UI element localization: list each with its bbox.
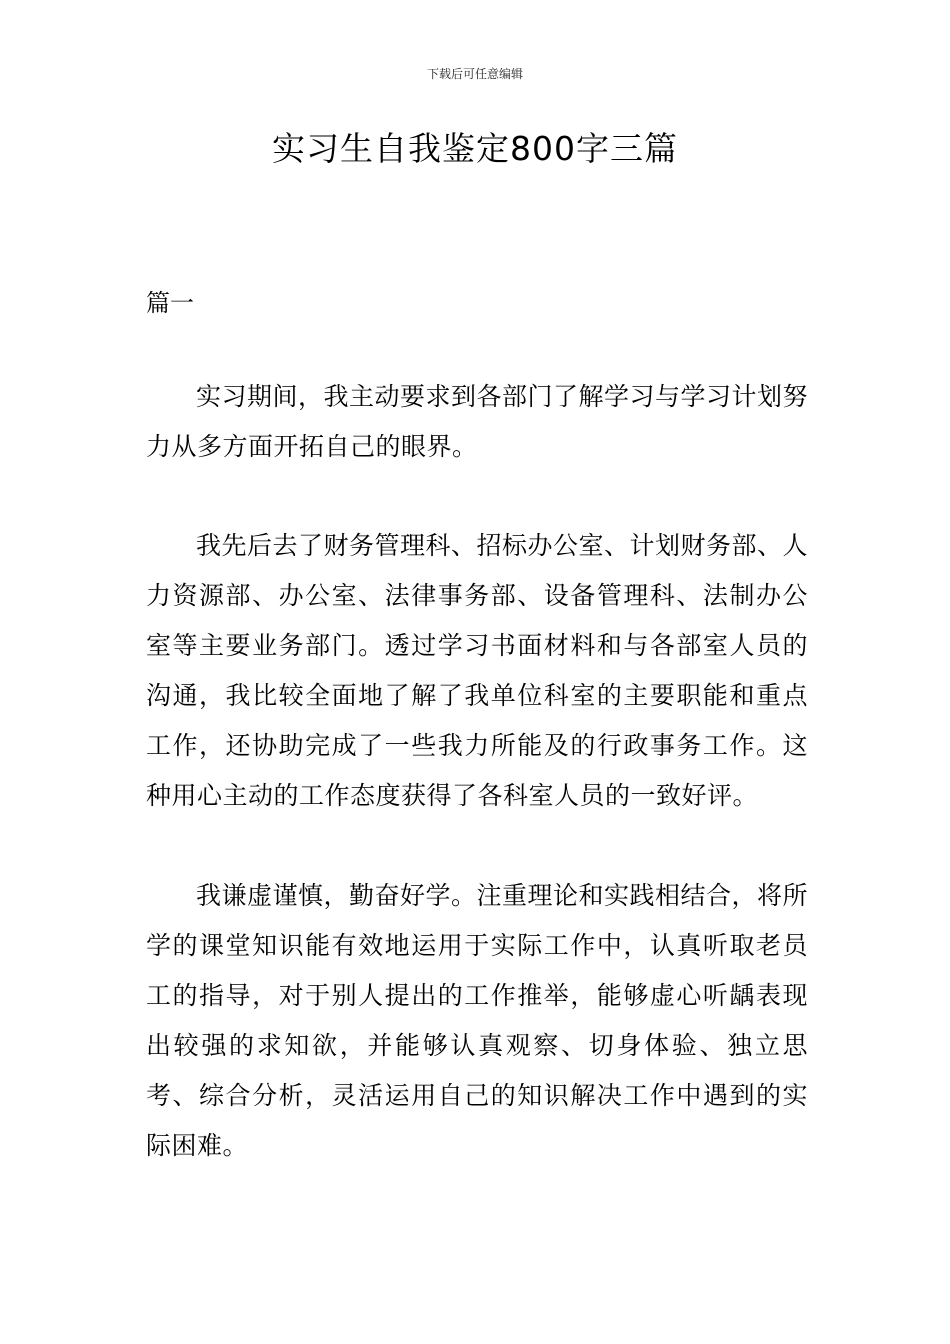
section-label: 篇一 (146, 289, 194, 317)
paragraph-2: 我先后去了财务管理科、招标办公室、计划财务部、人力资源部、办公室、法律事务部、设备管理科、法制办公室等主要业务部门。透过学习书面材料和与各部室人员的沟通，我比较全面地了解了我单位科室的主要职能和重点工作，还协助完成了一些我力所能及的行政事务工作。这种用心主动的工作态度获得了各科室人员的一致好评。 (146, 531, 809, 810)
paragraph-1: 实习期间，我主动要求到各部门了解学习与学习计划努力从多方面开拓自己的眼界。 (146, 382, 809, 461)
header-note: 下载后可任意编辑 (426, 67, 523, 81)
document-title: 实习生自我鉴定800字三篇 (272, 129, 678, 168)
paragraph-3: 我谦虚谨慎，勤奋好学。注重理论和实践相结合，将所学的课堂知识能有效地运用于实际工作中，认真听取老员工的指导，对于别人提出的工作推举，能够虚心听龋表现出较强的求知欲，并能够认真观察、切身体验、独立思考、综合分析，灵活运用自己的知识解决工作中遇到的实际困难。 (146, 881, 809, 1160)
